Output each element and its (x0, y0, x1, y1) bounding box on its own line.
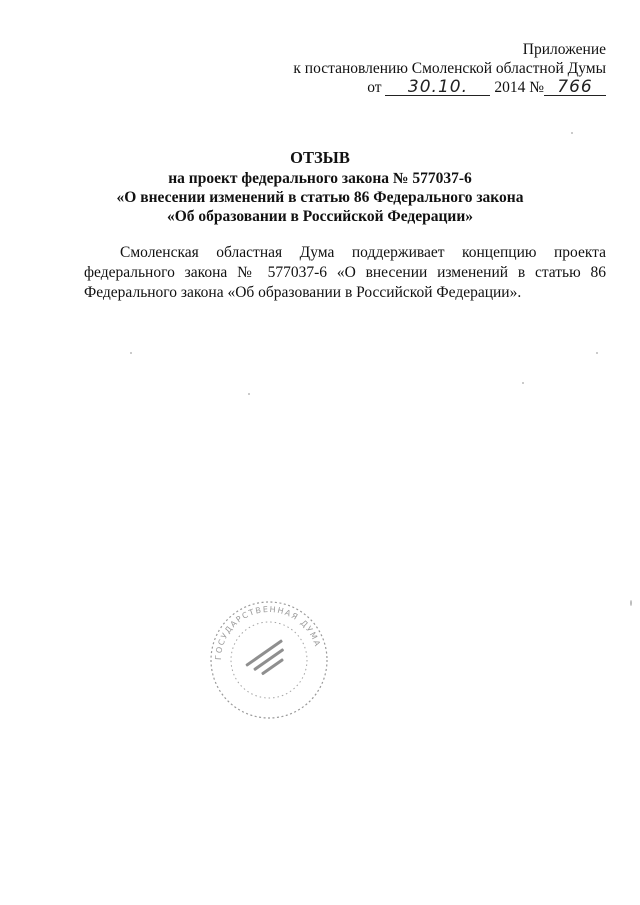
document-title-block (0, 148, 640, 226)
title-line-2: «О внесении изменений в статью 86 Федерального закона (116, 189, 524, 206)
scan-speck (248, 393, 250, 395)
scan-speck (522, 382, 524, 384)
appendix-header (293, 40, 606, 97)
appendix-reference: к постановлению Смоленской областной Думы (293, 60, 606, 77)
appendix-date-row (293, 78, 606, 97)
body-paragraph: Смоленская областная Дума поддерживает концепцию проекта федерального закона № 577037-6 «О внесении изменений в статью 86 Федерального закона «Об образовании в Российской Федерации». (84, 244, 606, 301)
appendix-title: Приложение (522, 41, 606, 58)
title-line-1: на проект федерального закона № 577037-6 (168, 170, 472, 187)
scan-speck (596, 352, 598, 354)
document-heading: ОТЗЫВ (290, 148, 350, 167)
scan-speck (571, 132, 573, 134)
handwritten-date: 30.10. (385, 79, 490, 96)
title-line-3: «Об образовании в Российской Федерации» (166, 208, 474, 225)
scan-speck (630, 600, 632, 606)
from-label: от (367, 79, 382, 96)
stamp-ring-text: ГОСУДАРСТВЕННАЯ ДУМА (213, 604, 323, 661)
round-stamp-icon (207, 598, 331, 722)
scan-speck (130, 352, 132, 354)
handwritten-number: 766 (544, 79, 606, 96)
year-number-label: 2014 № (494, 79, 544, 96)
